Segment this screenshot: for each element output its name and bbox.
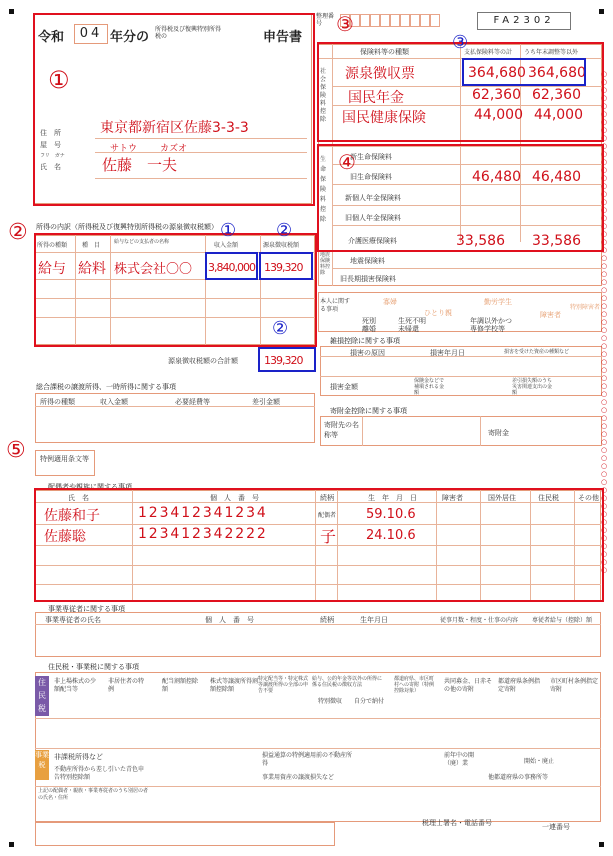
resident-b6: 開始・廃止 <box>524 758 555 765</box>
form-title-sub: 所得税及び復興特別所得税の <box>155 26 222 40</box>
family-h-rel: 続柄 <box>320 494 334 502</box>
bottom-office-box <box>35 822 335 846</box>
family-row-1-birth[interactable]: 59.10.6 <box>366 507 416 522</box>
life-row-2-year-end[interactable]: 46,480 <box>532 169 581 185</box>
resident-h3: 配当割額控除額 <box>162 678 199 693</box>
loss-h6: 差引損失額のうち災害関連支出の金額 <box>512 378 553 396</box>
registration-mark <box>9 9 14 14</box>
status-disabled[interactable]: 障害者 <box>540 311 561 319</box>
social-row-3-paid[interactable]: 44,000 <box>474 107 523 123</box>
social-row-1-name[interactable]: 源泉徴収票 <box>345 66 415 82</box>
income-total-label: 源泉徴収税額の合計額 <box>168 357 238 365</box>
family-h-other: その他 <box>578 494 599 502</box>
social-label: 社会保険料控除 <box>320 68 327 123</box>
status-c3[interactable]: 離婚 <box>362 325 376 333</box>
side-note: ○○○○○○○○○○○○○○○○○○○○○○○○○○○○○○○○○○○○○○○○○○○○○○○○○○○○○○○○○○○○○○○ <box>601 70 608 574</box>
business-h5: 従事月数・程度・仕事の内容 <box>440 617 519 624</box>
family-row-2-birth[interactable]: 24.10.6 <box>366 528 416 543</box>
form-code: FA2302 <box>477 12 571 30</box>
separate-h3: 必要経費等 <box>175 398 210 406</box>
annotation-num-4: ④ <box>338 150 356 174</box>
status-special[interactable]: 特別障害者 <box>570 304 601 311</box>
social-row-1-year-end[interactable]: 364,680 <box>528 65 586 81</box>
separate-section-title: 総合課税の譲渡所得、一時所得に関する事項 <box>36 383 176 391</box>
income-h-item: 種 目 <box>82 242 101 249</box>
label-yago: 屋 号 <box>40 141 61 149</box>
ichiban-label: 一連番号 <box>542 823 570 831</box>
status-c1[interactable]: 死別 <box>362 317 376 325</box>
resident-section-title: 住民税・事業税に関する事項 <box>48 663 139 671</box>
family-h-birth: 生 年 月 日 <box>368 494 417 502</box>
life-row-5-year-end[interactable]: 33,586 <box>532 233 581 249</box>
income-tax-value[interactable]: 139,320 <box>264 261 303 274</box>
quake-row-1: 地震保険料 <box>350 257 385 265</box>
loss-h5: 保険金などで補塡される金額 <box>414 378 445 396</box>
form-title-reiwa: 令和 <box>38 30 65 45</box>
life-row-4-name: 旧個人年金保険料 <box>345 214 401 222</box>
family-row-2-rel[interactable]: 子 <box>320 527 337 546</box>
resident-h8: 共同募金、日赤その他の寄附 <box>444 678 493 693</box>
status-widow[interactable]: 寡婦 <box>383 298 397 306</box>
status-c2[interactable]: 生死不明 <box>398 317 426 325</box>
income-type-value[interactable]: 給与 <box>38 261 66 277</box>
annotation-num-2: ② <box>8 220 28 245</box>
social-row-2-name[interactable]: 国民年金 <box>348 90 404 106</box>
blue-num-4: ③ <box>452 32 469 53</box>
blue-box-social-row-1 <box>462 58 586 86</box>
resident-b1: 非課税所得など <box>54 753 103 761</box>
separate-h1: 所得の種類 <box>40 398 75 406</box>
social-row-3-name[interactable]: 国民健康保険 <box>342 110 426 126</box>
income-h-tax: 源泉徴収税額 <box>263 242 300 249</box>
life-row-5-paid[interactable]: 33,586 <box>456 233 505 249</box>
label-name: 氏 名 <box>40 163 61 171</box>
name-value[interactable]: 佐藤 一夫 <box>102 156 178 174</box>
resident-b2: 不動産所得から差し引いた青色申告特別控除額 <box>54 766 145 781</box>
social-row-2-year-end[interactable]: 62,360 <box>532 87 581 103</box>
business-h3: 続柄 <box>320 616 334 624</box>
life-row-3-name: 新個人年金保険料 <box>345 194 401 202</box>
form-title-sinkoku: 申告書 <box>263 30 303 45</box>
seiri-number-boxes[interactable] <box>340 14 440 27</box>
status-label: 本人に関する事項 <box>320 298 351 313</box>
business-h1: 事業専従者の氏名 <box>45 616 101 624</box>
quake-label: 地震保険料控除 <box>320 252 331 276</box>
life-row-5-name: 介護医療保険料 <box>348 237 397 245</box>
annotation-box-1 <box>33 13 315 206</box>
resident-b7: 他都道府県の事務所等 <box>488 774 549 781</box>
income-h-payer: 給与などの支払者の名称 <box>114 239 170 245</box>
annotation-box-3 <box>317 42 604 142</box>
annotation-box-4 <box>317 144 604 252</box>
family-row-2-mynum[interactable]: 123412342222 <box>138 526 268 542</box>
annotation-num-5: ⑤ <box>6 438 26 463</box>
income-amount-value[interactable]: 3,840,000 <box>208 261 255 274</box>
resident-h7: 都道府県、市区町村への寄附（特例控除対象） <box>394 676 435 694</box>
resident-b4: 事業用資産の譲渡損失など <box>262 774 335 781</box>
label-address: 住 所 <box>40 129 61 137</box>
resident-tag: 住民税 <box>35 676 49 716</box>
quake-row-2: 旧長期損害保険料 <box>340 275 396 283</box>
status-hitorioya[interactable]: ひとり親 <box>424 309 452 317</box>
resident-j2[interactable]: 自分で納付 <box>354 698 385 705</box>
blue-box-income-tax <box>259 252 313 280</box>
family-h-dis: 障害者 <box>442 494 463 502</box>
loss-h2: 損害年月日 <box>430 349 465 357</box>
resident-h2: 非居住者の特例 <box>108 678 145 693</box>
resident-b5: 前年中の開（廃）業 <box>444 752 475 767</box>
income-h-type: 所得の種類 <box>37 242 68 249</box>
resident-h1: 非上場株式の少額配当等 <box>54 678 97 693</box>
donation-h2: 寄附金 <box>488 429 509 437</box>
income-h-amount: 収入金額 <box>214 242 239 249</box>
blue-num-1: ① <box>220 220 237 241</box>
family-row-1-name[interactable]: 佐藤和子 <box>44 508 100 524</box>
resident-h10: 市区町村条例指定寄附 <box>550 678 599 693</box>
address-value[interactable]: 東京都新宿区佐藤3-3-3 <box>100 120 249 136</box>
furigana-first[interactable]: カズオ <box>160 144 188 154</box>
resident-d1: 上記の配偶者・親族・事業専従者のうち別居の者の氏名・住所 <box>38 788 149 801</box>
social-row-3-year-end[interactable]: 44,000 <box>534 107 583 123</box>
tax-agent-label: 税理士署名・電話番号 <box>422 819 492 827</box>
resident-h4: 株式等譲渡所得割額控除額 <box>210 678 259 693</box>
family-section-title: 配偶者や親族に関する事項 <box>48 483 132 491</box>
business-tax-tag: 事業税 <box>35 750 49 780</box>
donation-h1: 寄附先の名称等 <box>324 421 359 439</box>
business-h2: 個 人 番 号 <box>205 616 254 624</box>
blue-box-income-amount <box>205 252 258 280</box>
resident-j1[interactable]: 特別徴収 <box>318 698 343 705</box>
annotation-num-1: ① <box>48 66 70 94</box>
family-h-name: 氏 名 <box>68 494 89 502</box>
insurance-h-kind: 保険料等の種類 <box>360 48 409 56</box>
business-h4: 生年月日 <box>360 616 388 624</box>
donation-section-title: 寄附金控除に関する事項 <box>330 407 407 415</box>
registration-mark <box>9 842 14 847</box>
status-c6[interactable]: 専修学校等 <box>470 325 505 333</box>
resident-h6: 給与、公的年金等以外の所得に係る住民税の徴収方法 <box>312 676 383 688</box>
form-title-year: 年分の <box>110 30 150 45</box>
blue-box-income-total <box>258 347 316 372</box>
separate-h2: 収入金額 <box>100 398 128 406</box>
life-row-2-paid[interactable]: 46,480 <box>472 169 521 185</box>
loss-h3: 損害を受けた資産の種類など <box>504 349 570 355</box>
business-section-title: 事業専従者に関する事項 <box>48 605 125 613</box>
income-total-value[interactable]: 139,320 <box>264 354 303 367</box>
annotation-num-3: ③ <box>336 12 354 36</box>
income-payer-value[interactable]: 株式会社〇〇 <box>114 262 193 277</box>
seiri-label: 整理番号 <box>316 13 335 27</box>
family-row-1-rel: 配偶者 <box>318 512 337 519</box>
income-item-value[interactable]: 給料 <box>78 261 106 277</box>
resident-h9: 都道府県条例指定寄附 <box>498 678 541 693</box>
business-h6: 専従者給与（控除）額 <box>532 617 593 624</box>
life-row-2-name: 旧生命保険料 <box>350 173 392 181</box>
resident-b3: 損益通算の特例適用前の不動産所得 <box>262 752 353 767</box>
family-row-2-name[interactable]: 佐藤聡 <box>44 529 86 545</box>
status-c5[interactable]: 年調以外かつ <box>470 317 512 325</box>
blue-num-3: ② <box>272 318 289 339</box>
family-h-abroad: 国外居住 <box>488 494 516 502</box>
annotation-box-5 <box>34 488 604 602</box>
family-h-res: 住民税 <box>538 494 559 502</box>
loss-section-title: 雑損控除に関する事項 <box>330 337 400 345</box>
insurance-h-year-end: うち年末調整等以外 <box>524 49 579 56</box>
life-label: 生命保険料控除 <box>320 156 327 223</box>
furigana-last[interactable]: サトウ <box>110 144 138 154</box>
year-box[interactable]: 04 <box>74 24 108 44</box>
special-clause-label: 特例適用条文等 <box>40 455 89 463</box>
income-section-title: 所得の内訳（所得税及び復興特別所得税の源泉徴収税額） <box>36 223 218 231</box>
status-student[interactable]: 勤労学生 <box>484 298 512 306</box>
loss-h4: 損害金額 <box>330 383 358 391</box>
life-row-1-name: 新生命保険料 <box>350 153 392 161</box>
loss-h1: 損害の原因 <box>350 349 385 357</box>
status-c4[interactable]: 未帰還 <box>398 325 419 333</box>
registration-mark <box>599 842 604 847</box>
family-row-1-mynum[interactable]: 123412341234 <box>138 505 268 521</box>
social-row-2-paid[interactable]: 62,360 <box>472 87 521 103</box>
label-furigana: フリ ガナ <box>40 153 65 159</box>
insurance-h-paid: 支払保険料等の計 <box>464 49 513 56</box>
blue-num-2: ② <box>276 220 293 241</box>
social-row-1-paid[interactable]: 364,680 <box>468 65 526 81</box>
resident-h5: 特定配当等・特定株式等譲渡所得の全部の申告不要 <box>258 676 309 694</box>
family-h-mynum: 個 人 番 号 <box>210 494 259 502</box>
registration-mark <box>599 9 604 14</box>
separate-h4: 差引金額 <box>252 398 280 406</box>
